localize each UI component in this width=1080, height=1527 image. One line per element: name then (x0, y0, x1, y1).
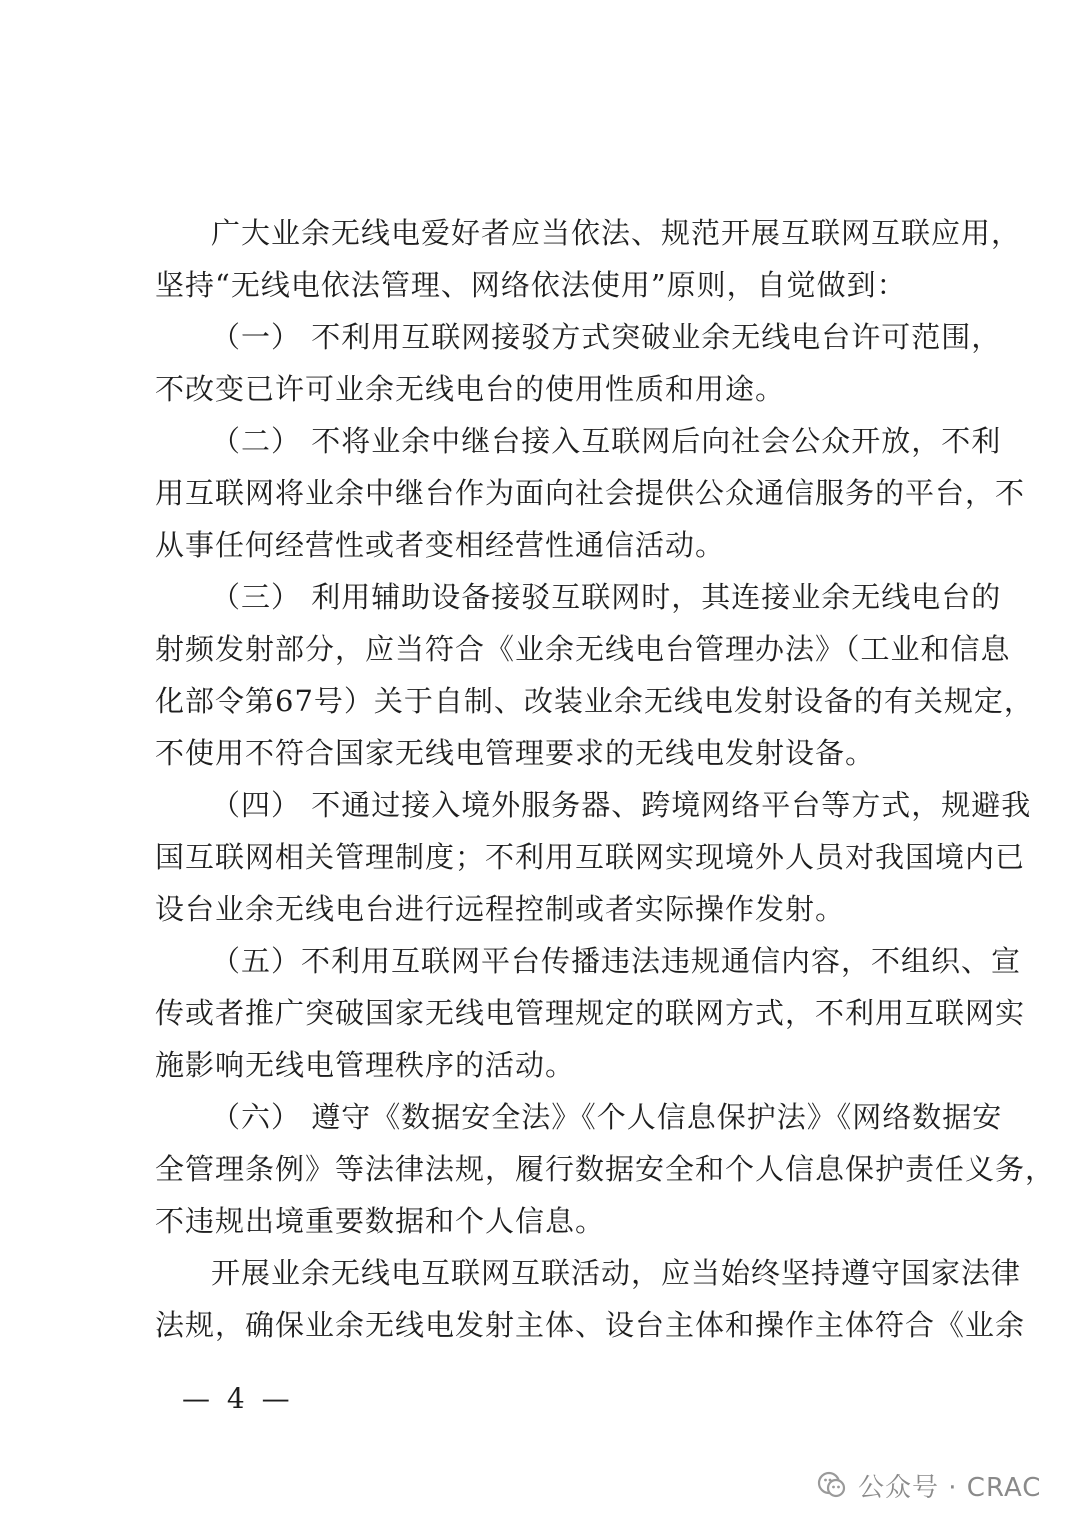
text-line: （三） 利用辅助设备接驳互联网时，其连接业余无线电台的 (211, 580, 1002, 614)
text-line: 坚持“无线电依法管理、网络依法使用”原则，自觉做到： (155, 268, 907, 302)
watermark (816, 1465, 1041, 1505)
text-line: （四） 不通过接入境外服务器、跨境网络平台等方式，规避我 (211, 788, 1032, 822)
text-line: 用互联网将业余中继台作为面向社会提供公众通信服务的平台，不 (155, 476, 1026, 510)
text-line: 广大业余无线电爱好者应当依法、规范开展互联网互联应用， (211, 216, 1022, 250)
paragraph (155, 415, 1026, 571)
text-line: 传或者推广突破国家无线电管理规定的联网方式，不利用互联网实 (155, 996, 1026, 1030)
paragraph (155, 1247, 1026, 1351)
paragraph (155, 779, 1032, 935)
text-line: 从事任何经营性或者变相经营性通信活动。 (155, 528, 726, 562)
document-body (155, 207, 1056, 1351)
wechat-official-account-icon (816, 1469, 848, 1501)
paragraph (155, 207, 1022, 311)
text-line: 施影响无线电管理秩序的活动。 (155, 1048, 576, 1082)
paragraph (155, 311, 1002, 415)
paragraph (155, 571, 1034, 779)
text-line: 不改变已许可业余无线电台的使用性质和用途。 (155, 372, 786, 406)
text-line: 设台业余无线电台进行远程控制或者实际操作发射。 (155, 892, 846, 926)
text-line: 不使用不符合国家无线电管理要求的无线电发射设备。 (155, 736, 876, 770)
text-line: 化部令第67号）关于自制、改装业余无线电发射设备的有关规定， (155, 684, 1034, 718)
text-line: 射频发射部分，应当符合《业余无线电台管理办法》（工业和信息 (155, 632, 1011, 666)
text-line: （一） 不利用互联网接驳方式突破业余无线电台许可范围， (211, 320, 1002, 354)
text-line: 开展业余无线电互联网互联活动，应当始终坚持遵守国家法律 (211, 1256, 1022, 1290)
text-line: （五）不利用互联网平台传播违法违规通信内容，不组织、宣 (211, 944, 1022, 978)
text-line: （六） 遵守《数据安全法》《个人信息保护法》《网络数据安 (211, 1100, 1003, 1134)
paragraph (155, 935, 1026, 1091)
text-line: 法规，确保业余无线电发射主体、设台主体和操作主体符合《业余 (155, 1308, 1026, 1342)
text-line: 国互联网相关管理制度；不利用互联网实现境外人员对我国境内已 (155, 840, 1026, 874)
text-line: 全管理条例》等法律法规，履行数据安全和个人信息保护责任义务， (155, 1152, 1056, 1186)
paragraph (155, 1091, 1056, 1247)
text-line: 不违规出境重要数据和个人信息。 (155, 1204, 606, 1238)
page-number: — 4 — (182, 1382, 294, 1415)
watermark-text: 公众号 · CRAC (858, 1472, 1042, 1503)
text-line: （二） 不将业余中继台接入互联网后向社会公众开放，不利 (211, 424, 1002, 458)
